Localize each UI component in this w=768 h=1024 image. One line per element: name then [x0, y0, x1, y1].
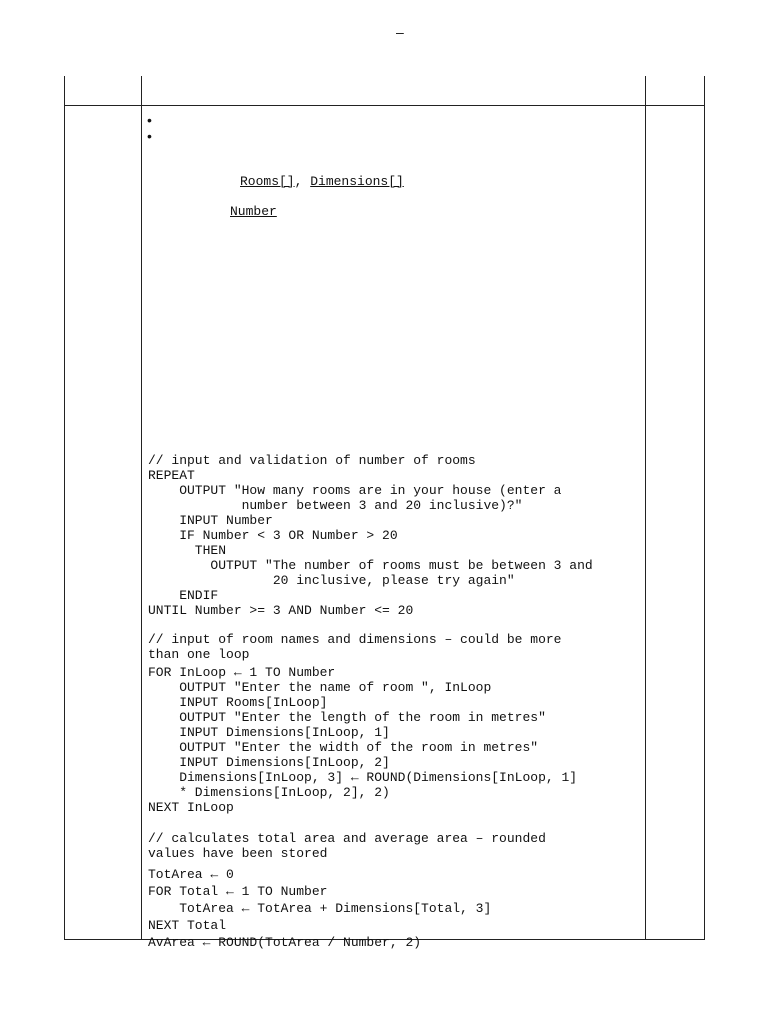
code-line: values have been stored: [148, 846, 328, 861]
code-line: INPUT Dimensions[InLoop, 1]: [148, 725, 390, 740]
bullet-point: •: [147, 128, 152, 144]
bullet-point: •: [147, 112, 152, 128]
code-line: * Dimensions[InLoop, 2], 2): [148, 785, 390, 800]
table-border-left: [64, 76, 65, 940]
code-line: // input and validation of number of rooms: [148, 453, 476, 468]
code-line: FOR Total ← 1 TO Number: [148, 884, 328, 899]
code-line: NEXT Total: [148, 918, 227, 933]
array-separator: ,: [294, 174, 311, 189]
code-line: // input of room names and dimensions – could be more: [148, 632, 562, 647]
code-line: OUTPUT "How many rooms are in your house (enter a: [148, 483, 562, 498]
array-dimensions: Dimensions[]: [310, 174, 404, 189]
array-rooms: Rooms[]: [240, 174, 295, 189]
code-line: IF Number < 3 OR Number > 20: [148, 528, 398, 543]
code-line: INPUT Number: [148, 513, 273, 528]
table-divider-marks-col: [645, 76, 646, 940]
code-line: number between 3 and 20 inclusive)?": [148, 498, 523, 513]
code-line: UNTIL Number >= 3 AND Number <= 20: [148, 603, 414, 618]
table-divider-question-col: [141, 76, 142, 940]
code-line: AvArea ← ROUND(TotArea / Number, 2): [148, 935, 422, 950]
code-line: OUTPUT "Enter the width of the room in metres": [148, 740, 539, 755]
code-block-input-loop: [148, 650, 577, 830]
code-line: INPUT Rooms[InLoop]: [148, 695, 328, 710]
table-border-right: [704, 76, 705, 940]
code-line: TotArea ← 0: [148, 867, 234, 882]
variable-number: Number: [230, 204, 277, 219]
code-line: Dimensions[InLoop, 3] ← ROUND(Dimensions[InLoop, 1]: [148, 770, 578, 785]
page-header-mark: –: [396, 24, 404, 40]
code-line: OUTPUT "The number of rooms must be between 3 and: [148, 558, 593, 573]
code-line: REPEAT: [148, 468, 195, 483]
code-line: OUTPUT "Enter the name of room ", InLoop: [148, 680, 492, 695]
code-block-validation: [148, 438, 593, 633]
table-header-divider: [64, 105, 705, 106]
code-line: // calculates total area and average area – rounded: [148, 831, 546, 846]
code-line: OUTPUT "Enter the length of the room in metres": [148, 710, 546, 725]
code-line: ENDIF: [148, 588, 219, 603]
code-line: 20 inclusive, please try again": [148, 573, 515, 588]
arrays-line: [240, 174, 404, 189]
code-line: TotArea ← TotArea + Dimensions[Total, 3]: [148, 901, 492, 916]
code-line: FOR InLoop ← 1 TO Number: [148, 665, 336, 680]
code-line: THEN: [148, 543, 227, 558]
code-line: NEXT InLoop: [148, 800, 234, 815]
code-line: INPUT Dimensions[InLoop, 2]: [148, 755, 390, 770]
code-block-area-calc: [148, 849, 491, 968]
code-line: than one loop: [148, 647, 250, 662]
